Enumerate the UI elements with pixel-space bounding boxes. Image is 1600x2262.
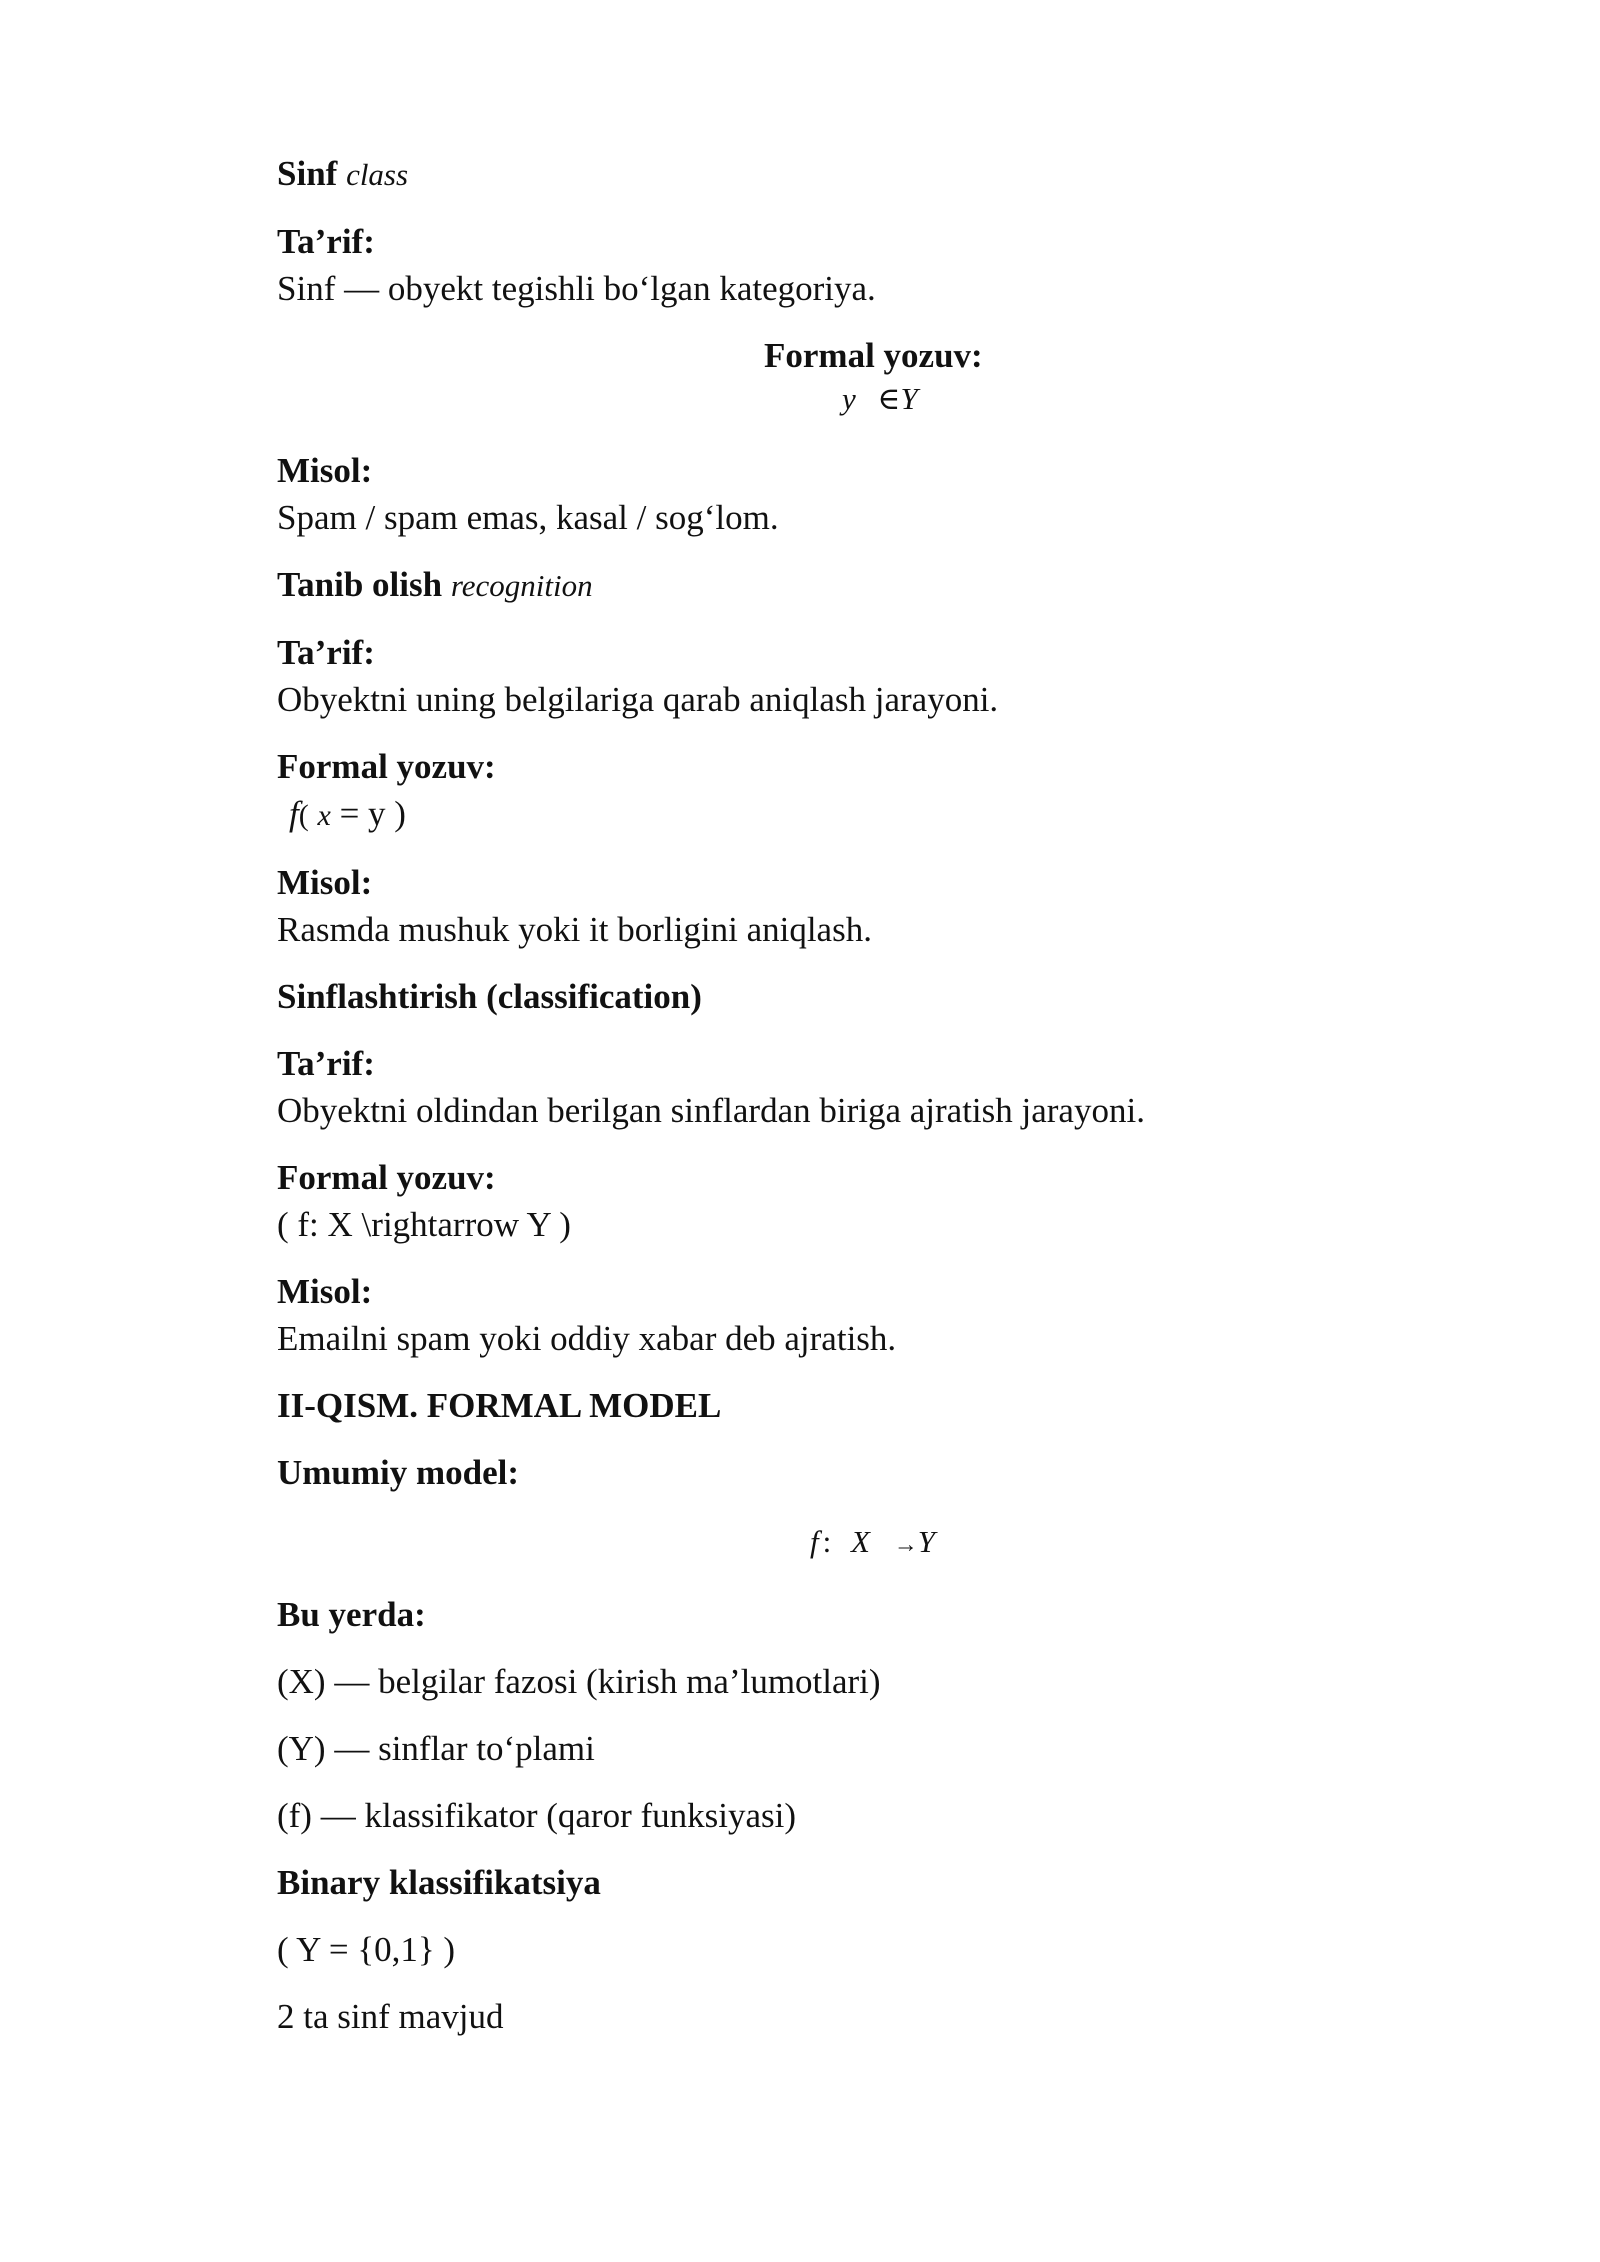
formula-x: x (317, 799, 331, 832)
formula-f: f (289, 794, 299, 833)
heading-english: recognition (450, 568, 593, 603)
formula-element-of: ∈ (877, 381, 901, 416)
where-item-f: (f) — klassifikator (qaror funksiyasi) (277, 1796, 797, 1835)
formal-label-centered: Formal yozuv: (764, 336, 983, 375)
heading-english: class (346, 157, 409, 192)
example-label: Misol: (277, 451, 373, 490)
formula-rest: = y ) (339, 794, 406, 833)
definition-text: Obyektni oldindan berilgan sinflardan biriga ajratish jarayoni. (277, 1091, 1145, 1130)
definition-text: Sinf — obyekt tegishli bo‘lgan kategoriya. (277, 269, 876, 308)
formula-set-Y: Y (900, 381, 918, 416)
formal-formula-tanib (277, 790, 1327, 839)
example-label: Misol: (277, 1272, 373, 1311)
formula-X: X (851, 1524, 870, 1559)
binary-formula: ( Y = {0,1} ) (277, 1930, 456, 1969)
definition-label: Ta’rif: (277, 633, 375, 672)
section-heading-tanib (277, 561, 1327, 609)
section-heading-sinf (277, 150, 1327, 198)
formula-Y: Y (917, 1524, 935, 1559)
general-model-formula (277, 1522, 1327, 1565)
example-text: Spam / spam emas, kasal / sog‘lom. (277, 498, 779, 537)
heading-text: Tanib olish (277, 565, 443, 604)
formal-label: Formal yozuv: (277, 747, 496, 786)
definition-text: Obyektni uning belgilariga qarab aniqlash jarayoni. (277, 680, 999, 719)
formal-formula-sinf (277, 379, 1327, 419)
example-label: Misol: (277, 863, 373, 902)
formula-y: y (842, 381, 856, 416)
formal-formula-sinflash: ( f: X \rightarrow Y ) (277, 1205, 571, 1244)
formula-paren: ( (298, 799, 309, 832)
section-heading-binary: Binary klassifikatsiya (277, 1863, 601, 1902)
formula-colon: : (822, 1524, 832, 1559)
where-label: Bu yerda: (277, 1595, 426, 1634)
general-model-label: Umumiy model: (277, 1453, 520, 1492)
where-item-x: (X) — belgilar fazosi (kirish ma’lumotlari) (277, 1662, 881, 1701)
binary-note: 2 ta sinf mavjud (277, 1997, 504, 2036)
part-heading: II-QISM. FORMAL MODEL (277, 1386, 722, 1425)
formula-arrow: → (893, 1532, 918, 1558)
section-heading-sinflash: Sinflashtirish (classification) (277, 977, 702, 1016)
heading-text: Sinf (277, 154, 338, 193)
where-item-y: (Y) — sinflar to‘plami (277, 1729, 595, 1768)
example-text: Emailni spam yoki oddiy xabar deb ajratish. (277, 1319, 897, 1358)
definition-label: Ta’rif: (277, 1044, 375, 1083)
example-text: Rasmda mushuk yoki it borligini aniqlash. (277, 910, 872, 949)
document-page (277, 150, 1327, 2040)
formal-label: Formal yozuv: (277, 1158, 496, 1197)
formula-f: f (810, 1524, 819, 1559)
definition-label: Ta’rif: (277, 222, 375, 261)
